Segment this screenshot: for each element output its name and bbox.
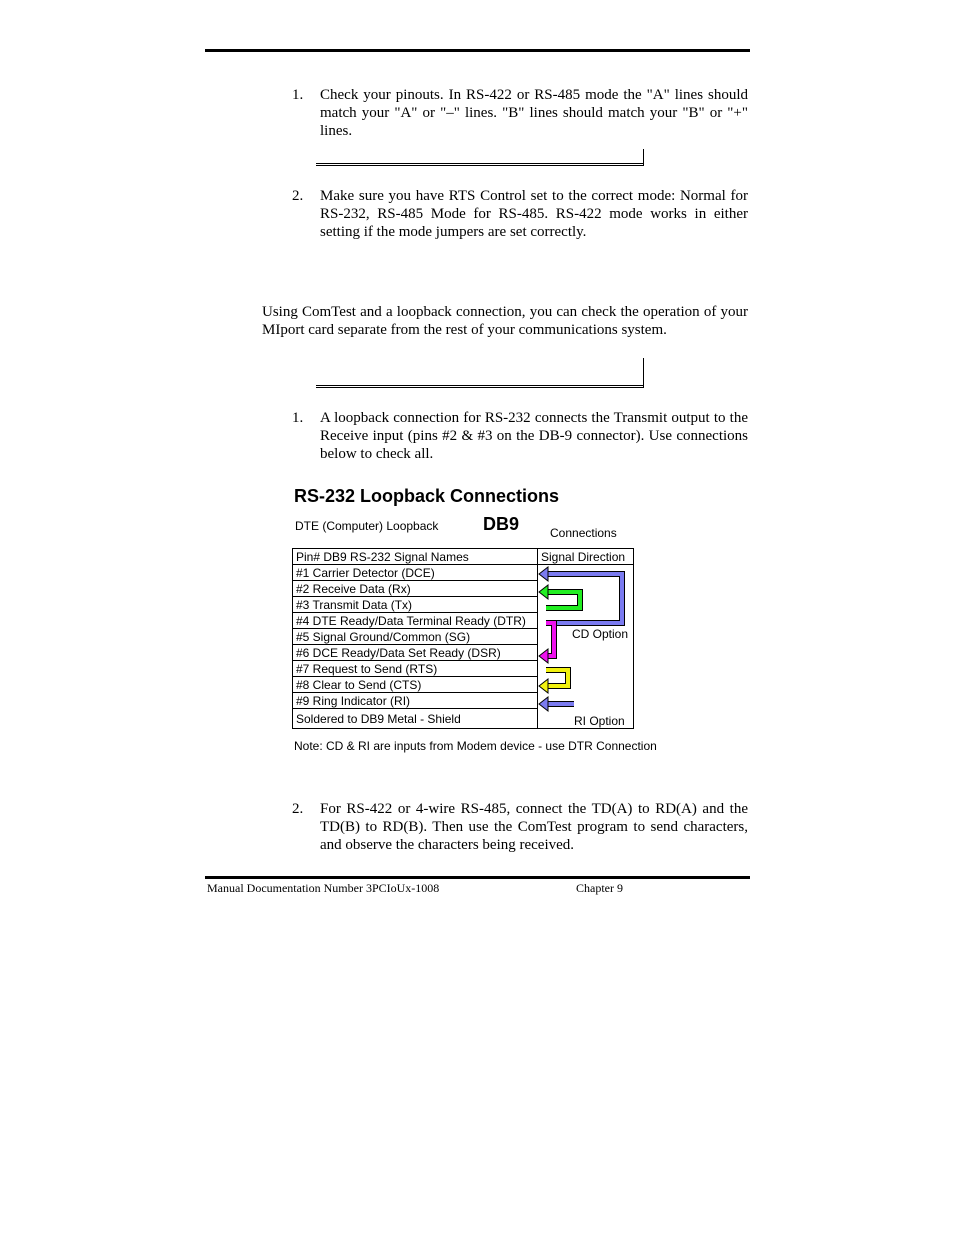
ri-option-label: RI Option bbox=[574, 714, 625, 728]
pin-row-label: #4 DTE Ready/Data Terminal Ready (DTR) bbox=[293, 613, 538, 629]
footer-doc-number: Manual Documentation Number 3PCIoUx-1008 bbox=[207, 881, 440, 895]
db9-label: DB9 bbox=[483, 514, 520, 534]
step-number: 2. bbox=[292, 801, 304, 817]
cd-blue-arrow-icon bbox=[546, 574, 622, 623]
header-signal-direction: Signal Direction bbox=[538, 549, 634, 565]
separator-line bbox=[316, 385, 644, 388]
step-number: 1. bbox=[292, 410, 304, 426]
pin-row-label: #8 Clear to Send (CTS) bbox=[293, 677, 538, 693]
top-rule bbox=[205, 49, 750, 52]
yellow-rts-arrow-icon bbox=[546, 670, 568, 686]
pin-row-label: #7 Request to Send (RTS) bbox=[293, 661, 538, 677]
dte-label: DTE (Computer) Loopback bbox=[295, 519, 439, 533]
step-text: For RS-422 or 4-wire RS-485, connect the TD(A) to RD(A) and the TD(B) to RD(B). Then use the ComTest program to send characters, and observe the characters being received. bbox=[320, 801, 748, 853]
header-pin-names: Pin# DB9 RS-232 Signal Names bbox=[293, 549, 538, 565]
pin-row-label: #5 Signal Ground/Common (SG) bbox=[293, 629, 538, 645]
intro-paragraph: Using ComTest and a loopback connection, you can check the operation of your MIport card separate from the rest of your communications system. bbox=[262, 304, 748, 338]
table-header-row bbox=[293, 549, 634, 565]
pin-row-label: #1 Carrier Detector (DCE) bbox=[293, 565, 538, 581]
separator-line bbox=[316, 163, 644, 166]
pin-row-label: #2 Receive Data (Rx) bbox=[293, 581, 538, 597]
cd-option-label: CD Option bbox=[572, 627, 629, 641]
separator-tick bbox=[643, 149, 644, 166]
pin-row-label: Soldered to DB9 Metal - Shield bbox=[293, 709, 538, 729]
figure-title: RS-232 Loopback Connections bbox=[294, 486, 560, 506]
green-loop-arrow-icon bbox=[546, 592, 580, 608]
bottom-rule bbox=[205, 876, 750, 879]
step-text: Make sure you have RTS Control set to the correct mode: Normal for RS-232, RS-485 Mode for RS-485. RS-422 mode works in either setting if the mode jumpers are set correctly. bbox=[320, 188, 748, 240]
connections-label: Connections bbox=[550, 526, 617, 540]
pin-row-label: #9 Ring Indicator (RI) bbox=[293, 693, 538, 709]
step-number: 1. bbox=[292, 87, 304, 103]
step-number: 2. bbox=[292, 188, 304, 204]
figure-note: Note: CD & RI are inputs from Modem device - use DTR Connection bbox=[294, 739, 657, 753]
connection-arrows bbox=[536, 566, 634, 734]
step-text: A loopback connection for RS-232 connects the Transmit output to the Receive input (pins #2 & #3 on the DB-9 connector). Use connections below to check all. bbox=[320, 410, 748, 462]
step-text: Check your pinouts. In RS-422 or RS-485 mode the "A" lines should match your "A" or "–" lines. "B" lines should match your "B" or "+" lines. bbox=[320, 87, 748, 139]
pin-row-label: #6 DCE Ready/Data Set Ready (DSR) bbox=[293, 645, 538, 661]
pin-row-label: #3 Transmit Data (Tx) bbox=[293, 597, 538, 613]
footer-chapter: Chapter 9 bbox=[576, 881, 623, 895]
separator-tick bbox=[643, 358, 644, 388]
